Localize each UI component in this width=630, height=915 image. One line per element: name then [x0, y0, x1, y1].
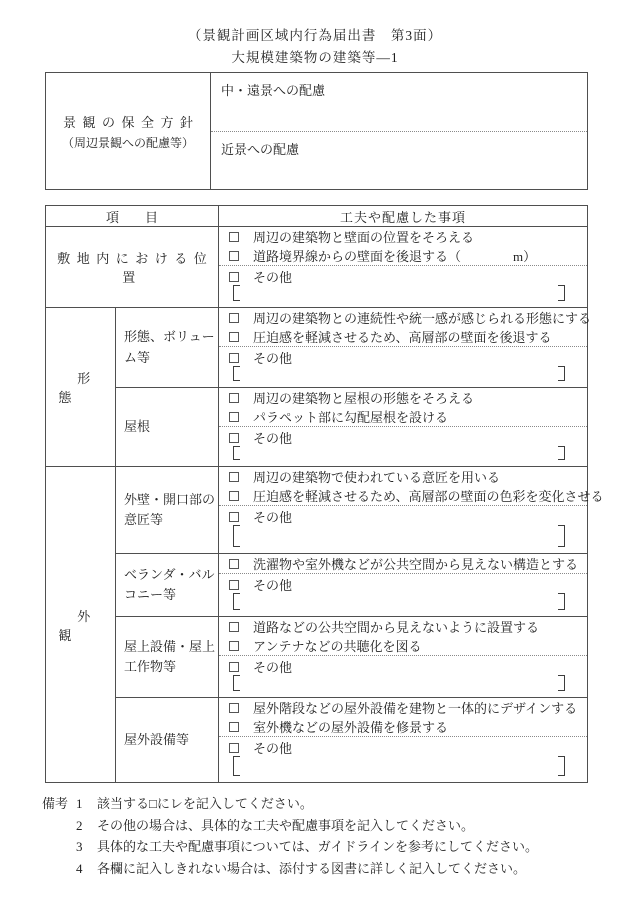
checkbox[interactable]	[229, 641, 239, 651]
checkbox-line-other	[219, 428, 587, 447]
checkbox-label: 周辺の建築物と壁面の位置をそろえる	[253, 230, 475, 245]
checkbox-line-other	[219, 575, 587, 594]
open-bracket-icon	[233, 525, 240, 547]
dotted-divider	[219, 346, 587, 347]
checkbox-line	[219, 407, 587, 426]
checkbox[interactable]	[229, 251, 239, 261]
other-fill-in-area[interactable]	[233, 594, 565, 611]
note-number: 2	[76, 817, 83, 833]
sub-label-text: 屋上設備・屋上工作物等	[124, 638, 216, 674]
other-fill-in-area[interactable]	[233, 286, 565, 302]
sub-label-text: 屋外設備等	[124, 731, 190, 747]
checkbox-line	[219, 636, 587, 655]
notes-label-spacer	[42, 836, 76, 858]
dotted-divider	[219, 655, 587, 656]
checkbox[interactable]	[229, 232, 239, 242]
checkbox-label: パラペット部に勾配屋根を設ける	[253, 410, 449, 425]
policy-cell-label: 中・遠景への配慮	[221, 83, 326, 98]
checkbox[interactable]	[229, 559, 239, 569]
column-header-measures	[219, 206, 588, 227]
table-row	[46, 698, 588, 783]
note-text: 各欄に記入しきれない場合は、添付する図書に詳しく記入してください。	[97, 860, 527, 876]
note-line	[42, 858, 630, 880]
table-row	[46, 467, 588, 554]
close-bracket-icon	[558, 285, 565, 301]
content-cell-veranda-balcony	[219, 554, 588, 617]
checkbox-line	[219, 388, 587, 407]
checkbox[interactable]	[229, 353, 239, 363]
policy-table	[45, 72, 588, 190]
note-number: 4	[76, 860, 83, 876]
sub-label-rooftop-equipment	[116, 617, 219, 698]
close-bracket-icon	[558, 446, 565, 460]
checkbox-line	[219, 467, 587, 486]
sub-label-text: ベランダ・バルコニー等	[124, 566, 215, 602]
note-number: 1	[76, 796, 83, 811]
open-bracket-icon	[233, 285, 240, 301]
checkbox[interactable]	[229, 393, 239, 403]
other-label: その他	[253, 270, 293, 285]
checkbox[interactable]	[229, 313, 239, 323]
checkbox-line	[219, 308, 592, 327]
checkbox-label: 屋外階段などの屋外設備を建物と一体的にデザインする	[253, 701, 578, 716]
policy-body	[211, 73, 587, 189]
policy-cell-mid-far-view[interactable]	[211, 73, 587, 132]
policy-row-header	[46, 73, 211, 189]
other-fill-in-area[interactable]	[233, 367, 565, 382]
other-fill-in-area[interactable]	[233, 447, 565, 461]
note-number: 3	[76, 839, 83, 854]
dotted-divider	[219, 265, 587, 266]
note-line	[42, 836, 630, 858]
row-label-site-position	[46, 227, 219, 308]
close-bracket-icon	[558, 525, 565, 547]
sub-label-form-volume	[116, 308, 219, 388]
checkbox-label: 周辺の建築物で使われている意匠を用いる	[253, 470, 501, 485]
checkbox-line-other	[219, 738, 587, 757]
open-bracket-icon	[233, 446, 240, 460]
content-cell-rooftop-equipment	[219, 617, 588, 698]
checkbox[interactable]	[229, 491, 239, 501]
note-line	[42, 815, 630, 837]
sub-label-text: 形態、ボリューム等	[124, 329, 215, 365]
checkbox[interactable]	[229, 722, 239, 732]
other-label: その他	[253, 351, 293, 366]
table-row	[46, 227, 588, 308]
checkbox-line	[219, 554, 587, 573]
checkbox-label: 室外機などの屋外設備を修景する	[253, 720, 449, 735]
checkbox[interactable]	[229, 433, 239, 443]
policy-cell-near-view[interactable]	[211, 132, 587, 190]
dotted-divider	[219, 426, 587, 427]
sub-label-text: 屋根	[124, 418, 151, 434]
checkbox-label: アンテナなどの共聴化を図る	[253, 639, 422, 654]
other-label: その他	[253, 431, 293, 446]
column-header-item-label: 項目	[106, 209, 185, 225]
other-label: その他	[253, 660, 293, 675]
policy-header-subtitle: （周辺景観への配慮等）	[61, 135, 194, 150]
checkbox-label: 道路などの公共空間から見えないように設置する	[253, 620, 540, 635]
close-bracket-icon	[558, 675, 565, 691]
checkbox[interactable]	[229, 703, 239, 713]
checkbox[interactable]	[229, 512, 239, 522]
open-bracket-icon	[233, 675, 240, 691]
checkbox-label: 周辺の建築物と屋根の形態をそろえる	[253, 391, 475, 406]
other-label: その他	[253, 578, 293, 593]
content-cell-roof	[219, 388, 588, 467]
checkbox-line	[219, 698, 587, 717]
checkbox-label: 圧迫感を軽減させるため、高層部の壁面を後退する	[253, 330, 552, 345]
checkbox-line	[219, 327, 587, 346]
checkbox-line	[219, 486, 604, 505]
checkbox-line	[219, 227, 587, 246]
close-bracket-icon	[558, 366, 565, 381]
form-title: （景観計画区域内行為届出書 第3面）	[187, 28, 443, 43]
table-row	[46, 617, 588, 698]
content-cell-site-position	[219, 227, 588, 308]
checkbox[interactable]	[229, 412, 239, 422]
open-bracket-icon	[233, 593, 240, 610]
measures-table	[45, 205, 604, 783]
other-fill-in-area[interactable]	[233, 526, 565, 548]
checkbox-line-other	[219, 657, 587, 676]
checkbox-line	[219, 617, 587, 636]
other-fill-in-area[interactable]	[233, 676, 565, 692]
checkbox[interactable]	[229, 662, 239, 672]
checkbox-line	[219, 246, 587, 265]
form-subtitle: 大規模建築物の建築等―1	[231, 50, 399, 65]
content-cell-outdoor-equipment	[219, 698, 588, 783]
dotted-divider	[219, 573, 587, 574]
close-bracket-icon	[558, 593, 565, 610]
open-bracket-icon	[233, 366, 240, 381]
table-row	[46, 554, 588, 617]
checkbox[interactable]	[229, 580, 239, 590]
close-bracket-icon	[558, 756, 565, 776]
checkbox[interactable]	[229, 272, 239, 282]
checkbox-line-other	[219, 348, 587, 367]
checkbox-label: 周辺の建築物との連続性や統一感が感じられる形態にする	[253, 311, 592, 326]
notes-label-spacer	[42, 858, 76, 880]
policy-cell-label: 近景への配慮	[221, 141, 300, 157]
checkbox[interactable]	[229, 332, 239, 342]
checkbox[interactable]	[229, 743, 239, 753]
content-cell-walls-openings	[219, 467, 604, 554]
measures-header-row	[46, 206, 588, 227]
policy-header-title: 景観の保全方針	[62, 114, 200, 130]
other-label: その他	[253, 741, 293, 756]
dotted-divider	[219, 736, 587, 737]
checkbox-label: 道路境界線からの壁面を後退する（ m）	[253, 249, 537, 264]
row-label-text: 敷地内における位置	[57, 251, 214, 285]
dotted-divider	[219, 505, 587, 506]
notes-label-spacer	[42, 815, 76, 837]
other-label: その他	[253, 510, 293, 525]
table-row	[46, 308, 588, 388]
checkbox[interactable]	[229, 472, 239, 482]
checkbox-line-other	[219, 267, 587, 286]
column-header-item	[46, 206, 219, 227]
content-cell-form-volume	[219, 308, 592, 388]
group-label-exterior	[46, 467, 122, 783]
sub-label-roof	[116, 388, 219, 467]
group-label-text: 形態	[58, 371, 122, 405]
open-bracket-icon	[233, 756, 240, 776]
other-fill-in-area[interactable]	[233, 757, 565, 777]
group-label-text: 外観	[58, 608, 122, 643]
note-line	[42, 793, 630, 815]
note-text: 該当する□にレを記入してください。	[97, 796, 313, 811]
table-row	[46, 388, 588, 467]
note-text: 具体的な工夫や配慮事項については、ガイドラインを参考にしてください。	[97, 839, 538, 854]
note-text: その他の場合は、具体的な工夫や配慮事項を記入してください。	[97, 817, 475, 833]
notes-label: 備考	[42, 796, 69, 811]
sub-label-text: 外壁・開口部の意匠等	[124, 491, 216, 527]
checkbox[interactable]	[229, 622, 239, 632]
checkbox-line-other	[219, 507, 587, 526]
column-header-measures-label: 工夫や配慮した事項	[340, 209, 467, 225]
group-label-form	[46, 308, 122, 467]
checkbox-line	[219, 717, 587, 736]
sub-label-veranda-balcony	[116, 554, 219, 617]
checkbox-label: 圧迫感を軽減させるため、高層部の壁面の色彩を変化させる	[253, 489, 604, 504]
sub-label-outdoor-equipment	[116, 698, 219, 783]
sub-label-walls-openings	[116, 467, 219, 554]
checkbox-label: 洗濯物や室外機などが公共空間から見えない構造とする	[253, 557, 579, 572]
notes-section	[42, 793, 630, 879]
